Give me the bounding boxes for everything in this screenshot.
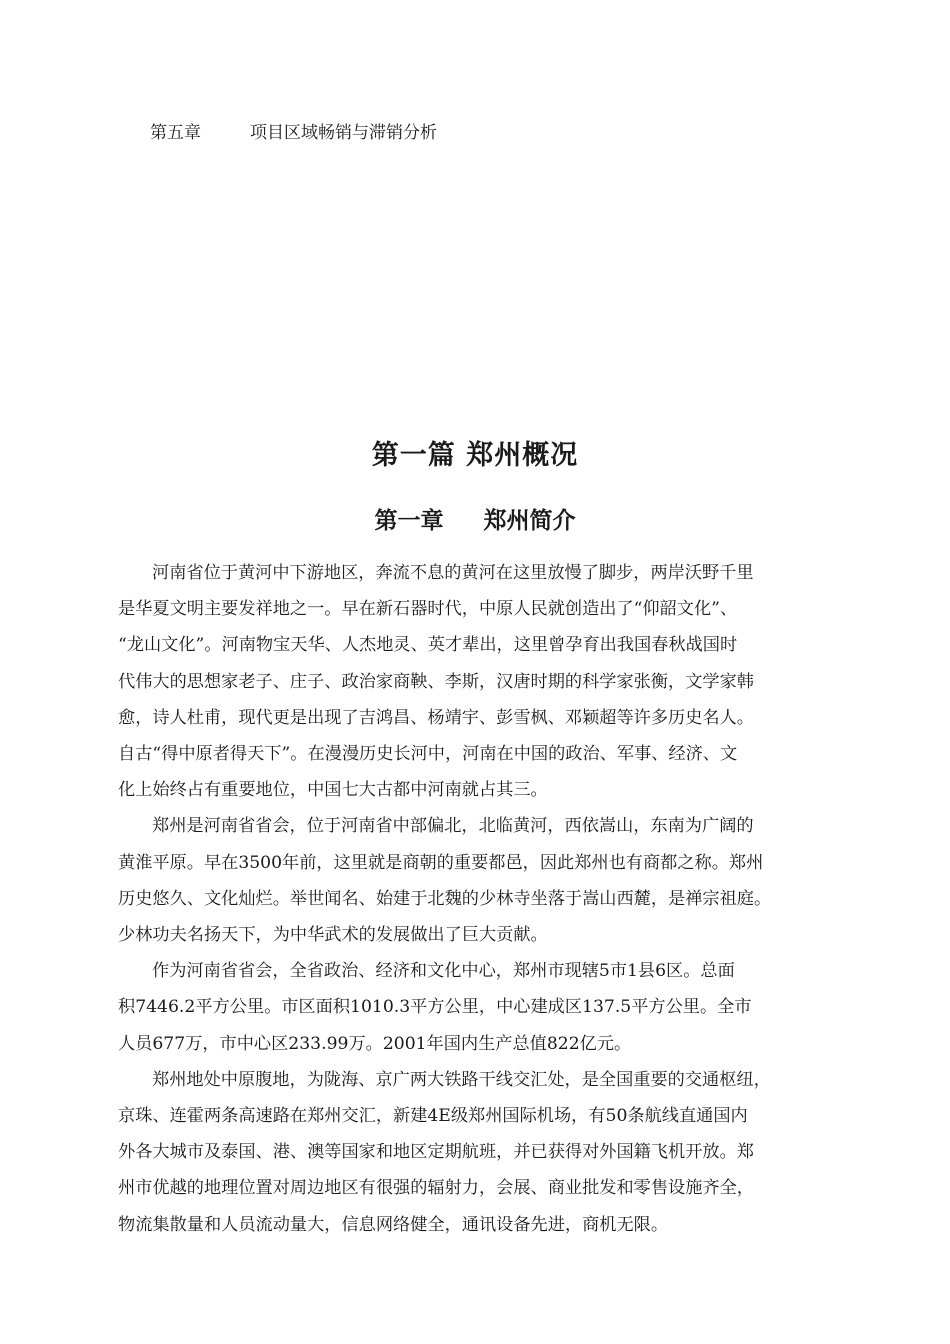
body-text bbox=[118, 555, 852, 1243]
text-line: 郑州是河南省省会，位于河南省中部偏北，北临黄河，西依嵩山，东南为广阔的 bbox=[152, 816, 754, 837]
paragraph bbox=[118, 953, 852, 1062]
text-line: 是华夏文明主要发祥地之一。早在新石器时代，中原人民就创造出了“仰韶文化”、 bbox=[118, 599, 738, 620]
toc-chapter-label: 第五章 bbox=[150, 123, 201, 143]
text-line: 历史悠久、文化灿烂。举世闻名、始建于北魏的少林寺坐落于嵩山西麓，是禅宗祖庭。 bbox=[118, 888, 772, 909]
toc-entry bbox=[150, 120, 437, 146]
chapter-title: 郑州简介 bbox=[483, 507, 576, 534]
text-line: 州市优越的地理位置对周边地区有很强的辐射力，会展、商业批发和零售设施齐全， bbox=[118, 1178, 754, 1199]
text-line: 积7446.2平方公里。市区面积1010.3平方公里，中心建成区137.5平方公里。全市 bbox=[118, 997, 752, 1018]
text-line: 人员677万，市中心区233.99万。2001年国内生产总值822亿元。 bbox=[118, 1033, 632, 1054]
text-line: 自古“得中原者得天下”。在漫漫历史长河中，河南在中国的政治、军事、经济、文 bbox=[118, 744, 738, 765]
text-line: 郑州地处中原腹地，为陇海、京广两大铁路干线交汇处，是全国重要的交通枢纽， bbox=[152, 1069, 771, 1090]
text-line: 物流集散量和人员流动量大，信息网络健全，通讯设备先进，商机无限。 bbox=[118, 1214, 669, 1235]
chapter-label: 第一章 bbox=[374, 507, 444, 534]
text-line: 愈，诗人杜甫，现代更是出现了吉鸿昌、杨靖宇、彭雪枫、邓颖超等许多历史名人。 bbox=[118, 707, 754, 728]
paragraph bbox=[118, 808, 852, 953]
text-line: 外各大城市及泰国、港、澳等国家和地区定期航班，并已获得对外国籍飞机开放。郑 bbox=[118, 1142, 754, 1163]
text-line: 少林功夫名扬天下，为中华武术的发展做出了巨大贡献。 bbox=[118, 925, 548, 946]
chapter-heading bbox=[0, 504, 950, 538]
text-line: 京珠、连霍两条高速路在郑州交汇，新建4E级郑州国际机场，有50条航线直通国内 bbox=[118, 1106, 748, 1127]
paragraph bbox=[118, 555, 852, 808]
text-line: 河南省位于黄河中下游地区，奔流不息的黄河在这里放慢了脚步，两岸沃野千里 bbox=[152, 563, 754, 583]
toc-chapter-title: 项目区域畅销与滞销分析 bbox=[250, 123, 437, 143]
paragraph bbox=[118, 1062, 852, 1243]
text-line: “龙山文化”。河南物宝天华、人杰地灵、英才辈出，这里曾孕育出我国春秋战国时 bbox=[118, 635, 738, 656]
text-line: 代伟大的思想家老子、庄子、政治家商鞅、李斯，汉唐时期的科学家张衡，文学家韩 bbox=[118, 671, 754, 692]
part-title: 第一篇 郑州概况 bbox=[371, 440, 579, 471]
text-line: 黄淮平原。早在3500年前，这里就是商朝的重要都邑，因此郑州也有商都之称。郑州 bbox=[118, 852, 764, 873]
text-line: 化上始终占有重要地位，中国七大古都中河南就占其三。 bbox=[118, 780, 548, 801]
text-line: 作为河南省省会，全省政治、经济和文化中心，郑州市现辖5市1县6区。总面 bbox=[152, 961, 735, 982]
